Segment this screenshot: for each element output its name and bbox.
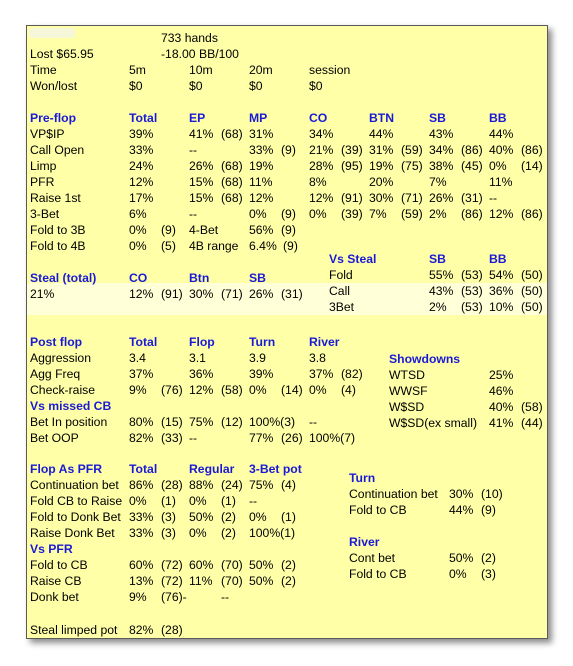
flop-pfr-cell: (28) (161, 478, 183, 492)
flop-pfr-cell: 100%(1) (249, 526, 296, 540)
agg-freq-label: Agg Freq (30, 367, 81, 381)
vs-steal-cell: 43% (429, 284, 454, 298)
river-cell: (3) (481, 567, 496, 581)
bet-ip-river: -- (309, 415, 318, 429)
preflop-cell: 34% (429, 143, 454, 157)
vs-pfr-cell: 50% (249, 558, 274, 572)
steal-limped-count: (28) (161, 623, 183, 637)
wonlost-20m: $0 (249, 79, 263, 93)
preflop-cell: 21% (309, 143, 334, 157)
preflop-cell: (95) (341, 159, 363, 173)
lost-amount: Lost $65.95 (30, 47, 94, 61)
preflop-cell: 43% (429, 127, 454, 141)
preflop-row-label: 3-Bet (30, 207, 60, 221)
preflop-cell: (75) (401, 159, 423, 173)
preflop-cell: 40% (489, 143, 514, 157)
vs-pfr-header: Vs PFR (30, 542, 73, 556)
steal-col-btn: Btn (189, 271, 210, 285)
aggression-turn: 3.9 (249, 351, 266, 365)
vs-steal-cell: (50) (521, 284, 543, 298)
bet-ip-turn: 100%(3) (249, 415, 296, 429)
aggression-river: 3.8 (309, 351, 326, 365)
agg-freq-turn: 39% (249, 367, 274, 381)
preflop-cell: 30% (369, 191, 394, 205)
hud-stats-panel (26, 25, 548, 639)
vs-steal-header: Vs Steal (329, 252, 377, 266)
steal-col-co: CO (129, 271, 148, 285)
showdown-row-label: W$SD(ex small) (389, 416, 478, 430)
preflop-cell: (31) (461, 191, 483, 205)
bet-oop-total: 82% (129, 431, 154, 445)
preflop-cell: (86) (461, 143, 483, 157)
vs-pfr-cell: 60% (189, 558, 214, 572)
preflop-cell: 7% (429, 175, 447, 189)
vs-steal-cell: (53) (461, 284, 483, 298)
preflop-cell: 12% (309, 191, 334, 205)
preflop-cell: (39) (341, 143, 363, 157)
vs-pfr-cell: (70) (221, 574, 243, 588)
flop-pfr-row-label: Raise Donk Bet (30, 526, 115, 540)
steal-co-count: (91) (161, 287, 183, 301)
vs-pfr-cell: (72) (161, 558, 183, 572)
showdown-cell: (58) (521, 400, 543, 414)
steal-sb-count: (31) (281, 287, 303, 301)
turn-cell: (9) (481, 503, 496, 517)
4bet-label: 4-Bet (189, 223, 219, 237)
fold-to-3b-value: 0% (129, 223, 147, 237)
vs-steal-cell: 36% (489, 284, 514, 298)
agg-freq-flop: 36% (189, 367, 214, 381)
preflop-cell: 33% (249, 143, 274, 157)
preflop-cell: 34% (309, 127, 334, 141)
fold-to-4b-count: (5) (161, 239, 176, 253)
preflop-cell: (68) (221, 159, 243, 173)
flop-pfr-row-label: Fold to Donk Bet (30, 510, 121, 524)
preflop-cell: 31% (369, 143, 394, 157)
time-10m: 10m (189, 63, 213, 77)
preflop-cell: 8% (309, 175, 327, 189)
vs-pfr-cell: 50% (249, 574, 274, 588)
vs-steal-col-bb: BB (489, 252, 507, 266)
vs-pfr-cell: (2) (281, 558, 296, 572)
bet-oop-turn-count: (26) (281, 431, 303, 445)
check-raise-flop-count: (58) (221, 383, 243, 397)
turn-cell: 44% (449, 503, 474, 517)
flop-pfr-header: Flop As PFR (30, 462, 102, 476)
vs-steal-cell: (53) (461, 268, 483, 282)
preflop-cell: 19% (369, 159, 394, 173)
flop-pfr-col-total: Total (129, 462, 158, 476)
fold-to-4b-label: Fold to 4B (30, 239, 86, 253)
vs-steal-cell: (50) (521, 300, 543, 314)
time-5m: 5m (129, 63, 146, 77)
preflop-cell: 0% (309, 207, 327, 221)
wonlost-5m: $0 (129, 79, 143, 93)
vs-pfr-row-label: Raise CB (30, 574, 82, 588)
agg-freq-river-count: (82) (341, 367, 363, 381)
preflop-row-label: VP$IP (30, 127, 65, 141)
flop-pfr-cell: (1) (161, 494, 176, 508)
preflop-cell: -- (189, 143, 198, 157)
preflop-cell: 41% (189, 127, 214, 141)
vs-pfr-cell: 60% (129, 558, 154, 572)
preflop-col-total: Total (129, 111, 158, 125)
showdown-row-label: WWSF (389, 384, 428, 398)
turn-row-label: Fold to CB (349, 503, 407, 517)
turn-header: Turn (349, 471, 376, 485)
4bet-value: 56% (249, 223, 274, 237)
check-raise-total-count: (76) (161, 383, 183, 397)
flop-pfr-row-label: Continuation bet (30, 478, 119, 492)
flop-pfr-cell: 0% (249, 510, 267, 524)
flop-pfr-cell: (3) (161, 526, 176, 540)
preflop-cell: (86) (461, 207, 483, 221)
preflop-cell: 7% (369, 207, 387, 221)
preflop-cell: -- (189, 207, 198, 221)
preflop-cell: 12% (129, 175, 154, 189)
preflop-header: Pre-flop (30, 111, 77, 125)
preflop-cell: 24% (129, 159, 154, 173)
vs-pfr-cell: (2) (281, 574, 296, 588)
preflop-cell: 0% (489, 159, 507, 173)
bet-oop-label: Bet OOP (30, 431, 79, 445)
4b-range-count: (9) (283, 239, 298, 253)
vs-pfr-cell: (76)- (161, 590, 187, 604)
steal-total-value: 21% (30, 287, 55, 301)
preflop-cell: 2% (429, 207, 447, 221)
preflop-cell: 12% (489, 207, 514, 221)
preflop-cell: 39% (129, 127, 154, 141)
preflop-cell: (71) (401, 191, 423, 205)
steal-limped-label: Steal limped pot (30, 623, 118, 637)
preflop-cell: (39) (341, 207, 363, 221)
bet-oop-turn: 77% (249, 431, 274, 445)
flop-pfr-cell: 0% (189, 494, 207, 508)
preflop-cell: (86) (521, 143, 543, 157)
flop-pfr-cell: (2) (221, 526, 236, 540)
river-row-label: Cont bet (349, 551, 396, 565)
flop-pfr-cell: 50% (189, 510, 214, 524)
vs-steal-cell: 54% (489, 268, 514, 282)
showdown-cell: 25% (489, 368, 514, 382)
agg-freq-river: 37% (309, 367, 334, 381)
vs-steal-row-label: Call (329, 284, 350, 298)
fold-to-3b-label: Fold to 3B (30, 223, 86, 237)
steal-btn-value: 30% (189, 287, 214, 301)
check-raise-turn: 0% (249, 383, 267, 397)
showdown-cell: 40% (489, 400, 514, 414)
preflop-cell: 15% (189, 191, 214, 205)
bet-ip-flop: 75% (189, 415, 214, 429)
vs-pfr-cell: 9% (129, 590, 147, 604)
preflop-cell: (59) (401, 143, 423, 157)
postflop-col-total: Total (129, 335, 158, 349)
check-raise-flop: 12% (189, 383, 214, 397)
preflop-cell: 17% (129, 191, 154, 205)
4bet-count: (9) (281, 223, 296, 237)
flop-pfr-cell: 0% (189, 526, 207, 540)
preflop-cell: 19% (249, 159, 274, 173)
preflop-col-co: CO (309, 111, 328, 125)
preflop-cell: -- (489, 191, 498, 205)
preflop-cell: 11% (249, 175, 273, 189)
preflop-cell: (9) (281, 207, 296, 221)
flop-pfr-cell: 86% (129, 478, 154, 492)
preflop-cell: 6% (129, 207, 147, 221)
postflop-col-turn: Turn (249, 335, 276, 349)
steal-co-value: 12% (129, 287, 154, 301)
preflop-cell: (59) (401, 207, 423, 221)
agg-freq-total: 37% (129, 367, 154, 381)
preflop-row-label: Call Open (30, 143, 85, 157)
river-header: River (349, 535, 380, 549)
showdown-row-label: W$SD (389, 400, 425, 414)
bet-oop-flop: -- (189, 431, 198, 445)
preflop-col-ep: EP (189, 111, 206, 125)
showdowns-header: Showdowns (389, 352, 461, 366)
time-session: session (309, 63, 351, 77)
preflop-col-mp: MP (249, 111, 268, 125)
turn-cell: (10) (481, 487, 503, 501)
preflop-col-btn: BTN (369, 111, 395, 125)
showdown-cell: (44) (521, 416, 543, 430)
bet-ip-label: Bet In position (30, 415, 108, 429)
preflop-cell: (68) (221, 191, 243, 205)
vs-pfr-cell: (70) (221, 558, 243, 572)
aggression-total: 3.4 (129, 351, 146, 365)
preflop-row-label: Raise 1st (30, 191, 81, 205)
flop-pfr-cell: 33% (129, 510, 154, 524)
flop-pfr-cell: (24) (221, 478, 243, 492)
river-cell: 50% (449, 551, 474, 565)
aggression-flop: 3.1 (189, 351, 206, 365)
postflop-col-flop: Flop (189, 335, 215, 349)
vs-steal-col-sb: SB (429, 252, 446, 266)
flop-pfr-cell: (4) (281, 478, 296, 492)
vs-steal-cell: 10% (489, 300, 514, 314)
preflop-cell: 26% (429, 191, 454, 205)
postflop-header: Post flop (30, 335, 83, 349)
flop-pfr-cell: -- (249, 494, 258, 508)
preflop-cell: (68) (221, 127, 243, 141)
steal-total-header: Steal (total) (30, 271, 97, 285)
turn-row-label: Continuation bet (349, 487, 438, 501)
bet-ip-total: 80% (129, 415, 154, 429)
preflop-col-sb: SB (429, 111, 446, 125)
bet-ip-total-count: (15) (161, 415, 183, 429)
river-cell: 0% (449, 567, 467, 581)
vs-missed-cb-header: Vs missed CB (30, 399, 112, 413)
postflop-col-river: River (309, 335, 340, 349)
wonlost-label: Won/lost (30, 79, 78, 93)
vs-steal-row-label: Fold (329, 268, 353, 282)
preflop-cell: 11% (489, 175, 513, 189)
preflop-cell: 15% (189, 175, 214, 189)
flop-pfr-cell: (1) (281, 510, 296, 524)
preflop-cell: 28% (309, 159, 334, 173)
showdown-cell: 41% (489, 416, 514, 430)
flop-pfr-cell: (1) (221, 494, 236, 508)
check-raise-label: Check-raise (30, 383, 96, 397)
vs-pfr-cell: 13% (129, 574, 154, 588)
vs-pfr-cell: 11% (189, 574, 213, 588)
preflop-cell: (86) (521, 207, 543, 221)
preflop-cell: 33% (129, 143, 154, 157)
preflop-cell: 26% (189, 159, 214, 173)
preflop-cell: (68) (221, 175, 243, 189)
showdown-cell: 46% (489, 384, 514, 398)
4b-range-value: 6.4% (249, 239, 277, 253)
flop-pfr-col-3bet: 3-Bet pot (249, 462, 302, 476)
turn-cell: 30% (449, 487, 474, 501)
time-label: Time (30, 63, 57, 77)
player-name-redacted (29, 28, 75, 38)
steal-btn-count: (71) (221, 287, 243, 301)
river-row-label: Fold to CB (349, 567, 407, 581)
wonlost-session: $0 (309, 79, 323, 93)
preflop-cell: 31% (249, 127, 274, 141)
preflop-cell: 44% (369, 127, 394, 141)
hands-count: 733 hands (161, 31, 218, 45)
preflop-row-label: Limp (30, 159, 57, 173)
preflop-cell: (9) (281, 143, 296, 157)
preflop-cell: (45) (461, 159, 483, 173)
vs-steal-cell: (53) (461, 300, 483, 314)
flop-pfr-col-regular: Regular (189, 462, 235, 476)
bb-per-100: -18.00 BB/100 (161, 47, 239, 61)
check-raise-river: 0% (309, 383, 327, 397)
vs-steal-row-label: 3Bet (329, 300, 355, 314)
preflop-cell: 12% (249, 191, 274, 205)
vs-pfr-cell: -- (221, 590, 230, 604)
bet-ip-flop-count: (12) (221, 415, 243, 429)
river-cell: (2) (481, 551, 496, 565)
preflop-cell: (14) (521, 159, 543, 173)
steal-sb-value: 26% (249, 287, 274, 301)
fold-to-3b-count: (9) (161, 223, 176, 237)
preflop-col-bb: BB (489, 111, 507, 125)
preflop-cell: 44% (489, 127, 514, 141)
flop-pfr-cell: 75% (249, 478, 274, 492)
flop-pfr-cell: 88% (189, 478, 214, 492)
4b-range-label: 4B range (189, 239, 239, 253)
check-raise-river-count: (4) (341, 383, 356, 397)
flop-pfr-row-label: Fold CB to Raise (30, 494, 123, 508)
check-raise-turn-count: (14) (281, 383, 303, 397)
steal-limped-value: 82% (129, 623, 154, 637)
vs-pfr-row-label: Fold to CB (30, 558, 88, 572)
bet-oop-total-count: (33) (161, 431, 183, 445)
time-20m: 20m (249, 63, 273, 77)
flop-pfr-cell: (3) (161, 510, 176, 524)
flop-pfr-cell: 0% (129, 494, 147, 508)
preflop-cell: 20% (369, 175, 394, 189)
vs-steal-cell: (50) (521, 268, 543, 282)
wonlost-10m: $0 (189, 79, 203, 93)
vs-pfr-row-label: Donk bet (30, 590, 79, 604)
preflop-row-label: PFR (30, 175, 55, 189)
preflop-cell: (91) (341, 191, 363, 205)
preflop-cell: 0% (249, 207, 267, 221)
fold-to-4b-value: 0% (129, 239, 147, 253)
aggression-label: Aggression (30, 351, 91, 365)
bet-oop-river: 100%(7) (309, 431, 356, 445)
flop-pfr-cell: 33% (129, 526, 154, 540)
vs-steal-cell: 2% (429, 300, 447, 314)
preflop-cell: 38% (429, 159, 454, 173)
steal-col-sb: SB (249, 271, 266, 285)
flop-pfr-cell: (2) (221, 510, 236, 524)
vs-pfr-cell: (72) (161, 574, 183, 588)
vs-steal-cell: 55% (429, 268, 454, 282)
showdown-row-label: WTSD (389, 368, 425, 382)
check-raise-total: 9% (129, 383, 147, 397)
